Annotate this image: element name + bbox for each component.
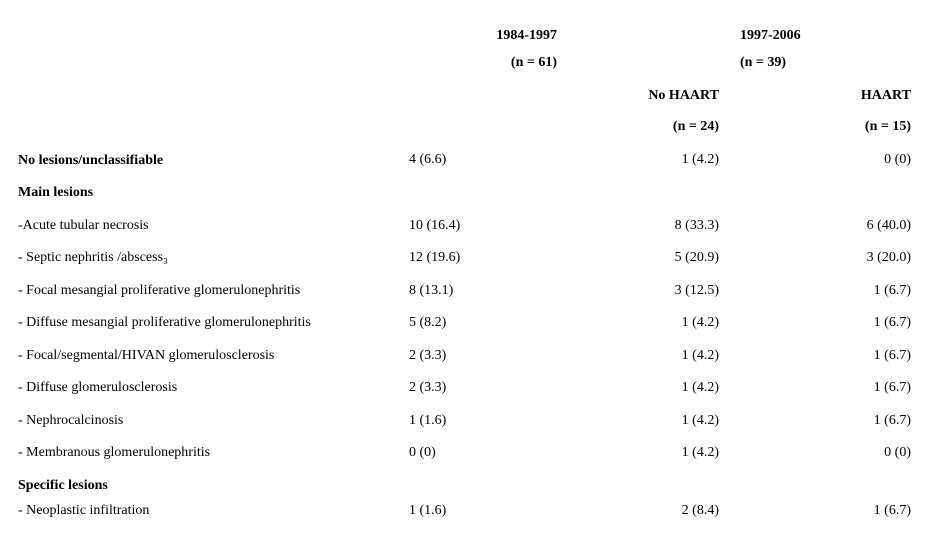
row-label: - Diffuse glomerulosclerosis — [18, 380, 178, 395]
header-period-1984-1997-n: (n = 61) — [510, 55, 557, 70]
cell-1984-1997: 0 (0) — [409, 445, 436, 460]
header-no-haart: No HAART — [648, 88, 719, 103]
row-label: - Membranous glomerulonephritis — [18, 445, 211, 460]
cell-no-haart: 1 (4.2) — [681, 315, 719, 330]
cell-haart: 3 (20.0) — [866, 250, 911, 265]
cell-no-haart: 1 (4.2) — [681, 445, 719, 460]
cell-no-haart: 1 (4.2) — [681, 380, 719, 395]
cell-1984-1997: 1 (1.6) — [409, 413, 447, 428]
cell-1984-1997: 1 (1.6) — [409, 503, 447, 518]
cell-no-haart: 5 (20.9) — [674, 250, 719, 265]
cell-haart: 6 (40.0) — [866, 218, 911, 233]
cell-no-haart: 2 (8.4) — [681, 503, 719, 518]
header-no-haart-n: (n = 24) — [672, 119, 719, 134]
cell-no-haart: 1 (4.2) — [681, 348, 719, 363]
header-period-1997-2006-n: (n = 39) — [740, 55, 787, 70]
row-label: - Septic nephritis /abscess₃ — [18, 250, 168, 265]
cell-haart: 0 (0) — [884, 445, 911, 460]
cell-haart: 1 (6.7) — [873, 315, 911, 330]
cell-1984-1997: 2 (3.3) — [409, 348, 447, 363]
cell-1984-1997: 5 (8.2) — [409, 315, 447, 330]
cell-1984-1997: 4 (6.6) — [409, 152, 447, 167]
header-haart-n: (n = 15) — [864, 119, 911, 134]
row-label: -Acute tubular necrosis — [18, 218, 149, 233]
cell-no-haart: 1 (4.2) — [681, 413, 719, 428]
cell-haart: 0 (0) — [884, 152, 911, 167]
cell-haart: 1 (6.7) — [873, 380, 911, 395]
row-label: - Focal/segmental/HIVAN glomerulosclerosis — [18, 348, 275, 363]
cell-haart: 1 (6.7) — [873, 348, 911, 363]
cell-no-haart: 3 (12.5) — [674, 283, 719, 298]
header-period-1984-1997: 1984-1997 — [496, 28, 557, 43]
row-label: No lesions/unclassifiable — [18, 153, 164, 168]
cell-no-haart: 1 (4.2) — [681, 152, 719, 167]
cell-1984-1997: 2 (3.3) — [409, 380, 447, 395]
row-label: - Nephrocalcinosis — [18, 413, 124, 428]
cell-haart: 1 (6.7) — [873, 283, 911, 298]
section-heading: Main lesions — [18, 185, 94, 200]
row-label: - Neoplastic infiltration — [18, 503, 150, 518]
header-haart: HAART — [860, 88, 911, 103]
header-period-1997-2006: 1997-2006 — [740, 28, 801, 43]
cell-haart: 1 (6.7) — [873, 413, 911, 428]
section-heading: Specific lesions — [18, 478, 108, 493]
cell-1984-1997: 10 (16.4) — [409, 218, 461, 233]
cell-no-haart: 8 (33.3) — [674, 218, 719, 233]
cell-1984-1997: 12 (19.6) — [409, 250, 461, 265]
row-label: - Focal mesangial proliferative glomerulonephritis — [18, 283, 301, 298]
row-label: - Diffuse mesangial proliferative glomerulonephritis — [18, 315, 311, 330]
cell-haart: 1 (6.7) — [873, 503, 911, 518]
cell-1984-1997: 8 (13.1) — [409, 283, 454, 298]
